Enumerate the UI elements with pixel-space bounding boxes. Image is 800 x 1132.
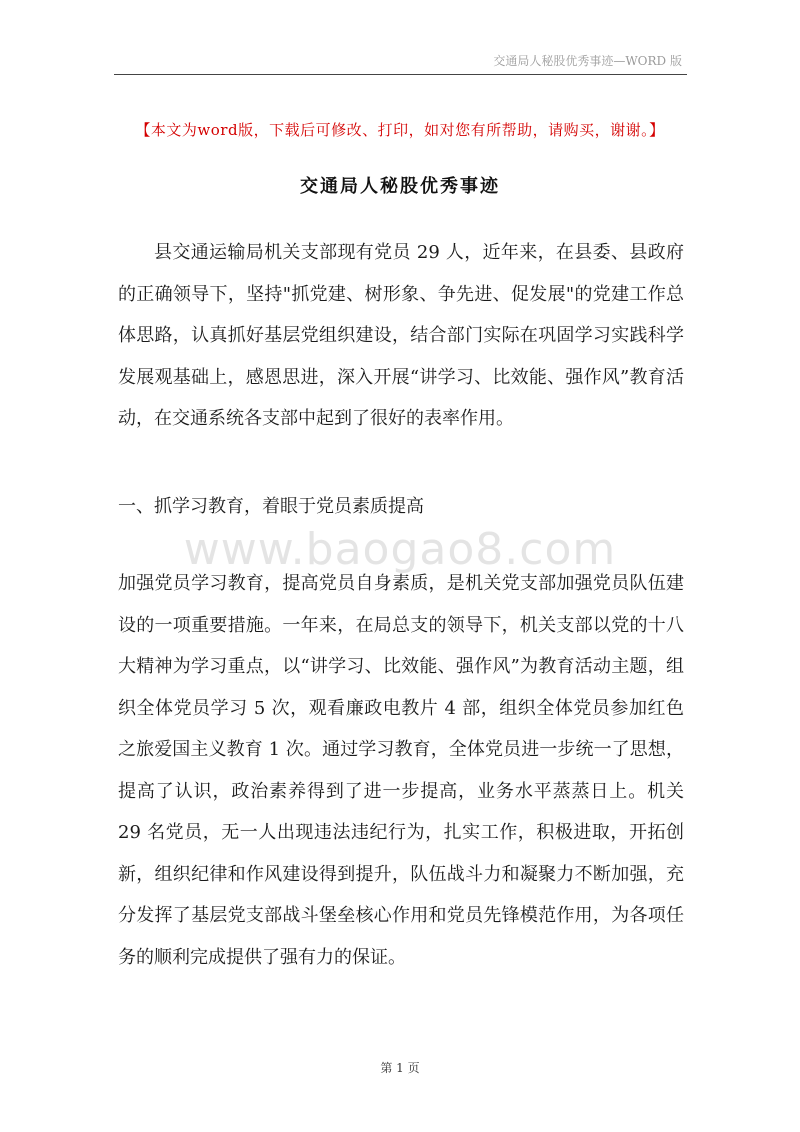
- download-notice: 【本文为word版，下载后可修改、打印，如对您有所帮助，请购买，谢谢。】: [135, 121, 665, 139]
- watermark-text: www.baogao8.com: [183, 524, 617, 575]
- document-title: 交通局人秘股优秀事迹: [300, 176, 500, 197]
- header-divider: [114, 74, 687, 75]
- body-paragraph: 加强党员学习教育，提高党员自身素质，是机关党支部加强党员队伍建设的一项重要措施。一年来，在局总支的领导下，机关支部以党的十八大精神为学习重点，以“讲学习、比效能、强作风”为教育活动主题，组织全体党员学习 5 次，观看廉政电教片 4 部，组织全体党员参加红色之旅爱国主义教育 1 次。通过学习教育，全体党员进一步统一了思想，提高了认识，政治素养得到了进一步提高，业务水平蒸蒸日上。机关 29 名党员，无一人出现违法违纪行为，扎实工作，积极进取，开拓创新，组织纪律和作风建设得到提升，队伍战斗力和凝聚力不断加强，充分发挥了基层党支部战斗堡垒核心作用和党员先锋模范作用，为各项任务的顺利完成提供了强有力的保证。: [118, 573, 684, 968]
- page-number: 第 1 页: [380, 1061, 420, 1075]
- intro-paragraph: 县交通运输局机关支部现有党员 29 人，近年来，在县委、县政府的正确领导下，坚持"抓党建、树形象、争先进、促发展"的党建工作总体思路，认真抓好基层党组织建设，结合部门实际在巩固学习实践科学发展观基础上，感恩思进，深入开展“讲学习、比效能、强作风”教育活动，在交通系统各支部中起到了很好的表率作用。: [118, 242, 684, 429]
- running-header: 交通局人秘股优秀事迹—WORD 版: [493, 54, 682, 68]
- section-heading: 一、抓学习教育，着眼于党员素质提高: [118, 496, 424, 517]
